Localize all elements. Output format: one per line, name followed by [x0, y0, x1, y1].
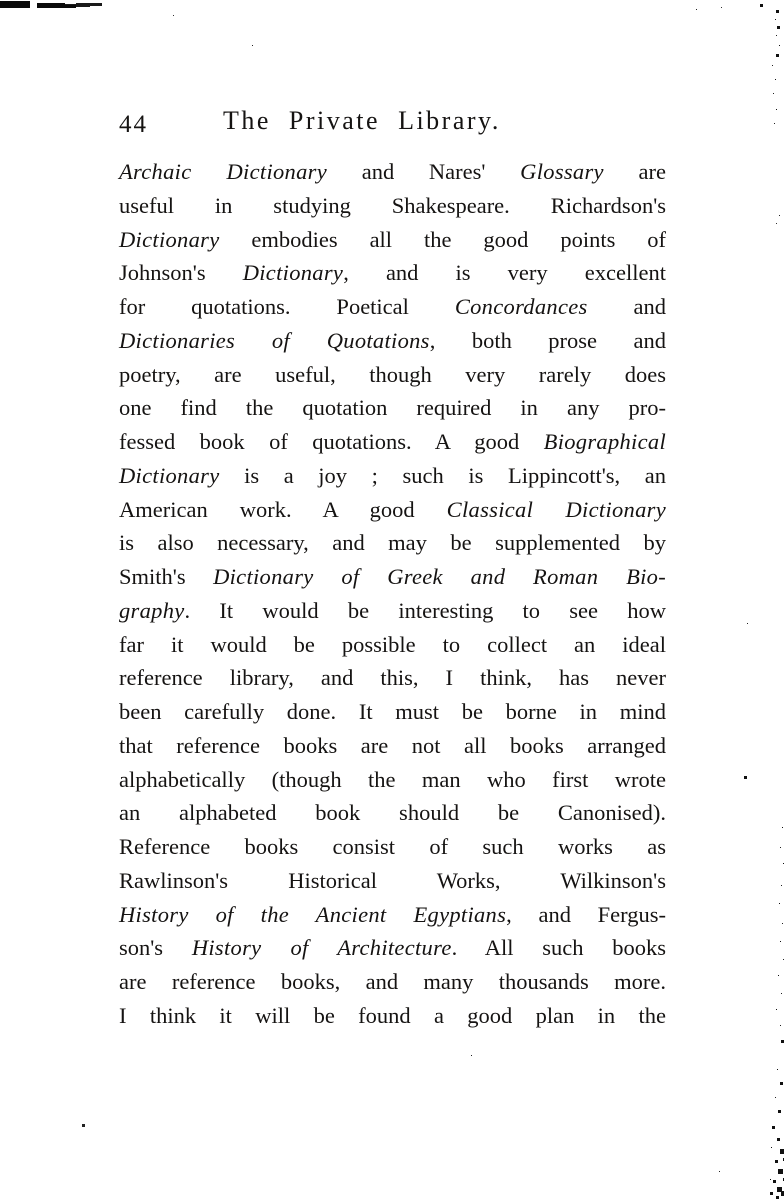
text-block	[119, 155, 666, 1033]
scan-artifact-corner-mark	[0, 1, 30, 8]
text-segment: Rawlinson's Historical Works, Wilkinson's	[119, 867, 666, 893]
text-line	[119, 661, 666, 695]
text-line	[119, 763, 666, 797]
running-head	[119, 104, 666, 144]
text-line	[119, 830, 666, 864]
text-segment: that reference books are not all books arranged	[119, 732, 666, 758]
italic-text-segment: Dictionary	[119, 462, 220, 488]
italic-text-segment: History of Architecture	[191, 935, 452, 961]
text-line	[119, 223, 666, 257]
text-segment: fessed book of quotations. A good	[119, 429, 544, 454]
text-segment: . All such books	[451, 935, 666, 961]
text-segment: far it would be possible to collect an ideal	[119, 631, 666, 657]
text-line	[119, 628, 666, 662]
text-line	[119, 155, 666, 189]
italic-text-segment: graphy	[119, 597, 185, 623]
text-segment: son's	[119, 935, 192, 961]
text-segment: , both prose and	[429, 327, 666, 353]
italic-text-segment: Biographical	[543, 429, 666, 454]
text-segment: I think it will be found a good plan in the	[119, 1002, 666, 1028]
text-line	[119, 695, 666, 729]
italic-text-segment: Concordances	[454, 294, 588, 319]
italic-text-segment: Dictionaries of Quotations	[119, 327, 430, 353]
text-line	[119, 999, 666, 1033]
text-segment: , and is very excellent	[343, 260, 666, 286]
text-segment: are reference books, and many thousands more.	[119, 969, 666, 994]
text-line	[119, 594, 666, 628]
text-line	[119, 493, 666, 527]
text-line	[119, 459, 666, 493]
text-segment: , and Fergus-	[506, 901, 667, 927]
italic-text-segment: Glossary	[520, 159, 604, 184]
text-segment: are	[603, 159, 667, 184]
italic-text-segment: Archaic Dictionary	[119, 159, 327, 184]
italic-text-segment: Dictionary of Greek and Roman Bio-	[213, 564, 667, 589]
text-segment: Johnson's	[119, 260, 243, 286]
text-segment: is also necessary, and may be supplemented by	[119, 530, 666, 556]
text-segment: . It would be interesting to see how	[184, 597, 666, 623]
text-segment: an alphabeted book should be Canonised).	[119, 800, 666, 826]
text-segment: been carefully done. It must be borne in mind	[119, 699, 666, 724]
text-segment: embodies all the good points of	[219, 226, 666, 252]
text-line	[119, 560, 666, 594]
text-segment: poetry, are useful, though very rarely does	[119, 361, 666, 387]
text-segment: Smith's	[119, 564, 214, 589]
text-line	[119, 189, 666, 223]
text-segment: alphabetically (though the man who first wrote	[119, 766, 666, 792]
text-segment: is a joy ; such is Lippincott's, an	[219, 462, 666, 488]
text-line	[119, 256, 666, 290]
text-line	[119, 324, 666, 358]
text-segment: for quotations. Poetical	[119, 294, 455, 319]
text-segment: Reference books consist of such works as	[119, 834, 666, 859]
italic-text-segment: Classical Dictionary	[446, 496, 666, 522]
italic-text-segment: Dictionary	[242, 260, 344, 286]
running-title: The Private Library.	[223, 106, 501, 135]
text-line	[119, 796, 666, 830]
text-line	[119, 898, 666, 932]
text-segment: useful in studying Shakespeare. Richardson's	[119, 192, 666, 218]
text-line	[119, 358, 666, 392]
italic-text-segment: Dictionary	[119, 226, 220, 252]
text-line	[119, 965, 666, 999]
text-line	[119, 425, 666, 459]
italic-text-segment: History of the Ancient Egyptians	[119, 901, 507, 927]
text-line	[119, 290, 666, 324]
page-number: 44	[119, 111, 148, 138]
text-line	[119, 729, 666, 763]
text-segment: reference library, and this, I think, has never	[119, 665, 666, 691]
text-line	[119, 931, 666, 965]
text-line	[119, 526, 666, 560]
text-segment: and Nares'	[327, 159, 521, 184]
text-line	[119, 391, 666, 425]
text-segment: and	[587, 294, 666, 319]
text-line	[119, 864, 666, 898]
text-segment: American work. A good	[119, 496, 447, 522]
text-segment: one find the quotation required in any pro-	[119, 395, 666, 421]
